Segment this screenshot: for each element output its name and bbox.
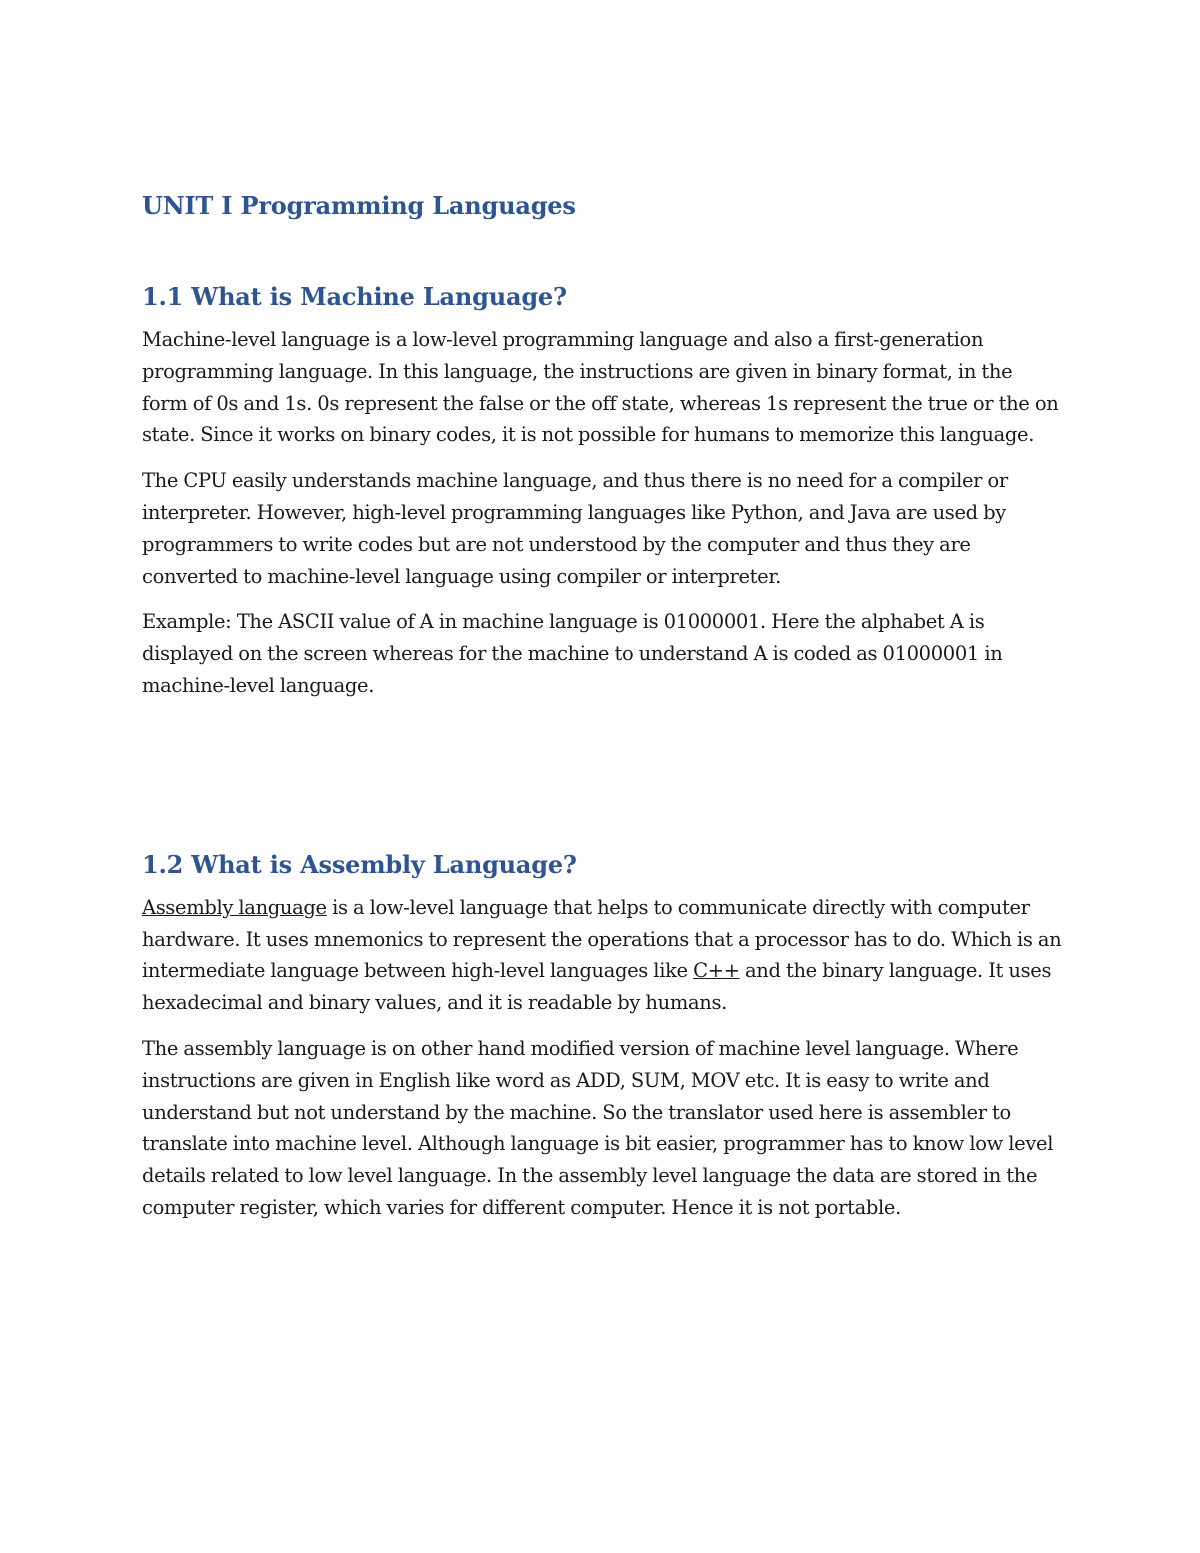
section-heading-assembly-language: 1.2 What is Assembly Language? xyxy=(142,849,577,879)
document-body xyxy=(142,188,1062,1238)
unit-title: UNIT I Programming Languages xyxy=(142,191,576,220)
section-heading-machine-language: 1.1 What is Machine Language? xyxy=(142,282,567,311)
paragraph-machine-language-cpu: The CPU easily understands machine language, and thus there is no need for a compiler or interpreter. However, high-level programming languages like Python, and Java are used by programmers to write codes but are not understood by the computer and thus they are converted to machine-level language using compiler or interpreter. xyxy=(142,469,1008,588)
paragraph-machine-language-example: Example: The ASCII value of A in machine language is 01000001. Here the alphabet A is displayed on the screen whereas for the machine to understand A is coded as 01000001 in machine-level language. xyxy=(142,610,1003,697)
paragraph-machine-language-definition: Machine-level language is a low-level programming language and also a first-generation programming language. In this language, the instructions are given in binary format, in the form of 0s and 1s. 0s represent the false or the off state, whereas 1s represent the true or the on state. Since it works on binary codes, it is not possible for humans to memorize this language. xyxy=(142,328,1059,447)
paragraph-assembly-language-definition xyxy=(142,892,1062,1019)
link-assembly-language[interactable]: Assembly language xyxy=(142,895,327,919)
paragraph-assembly-language-details: The assembly language is on other hand modified version of machine level language. Where instructions are given in English like word as ADD, SUM, MOV etc. It is easy to write and understand but not understand by the machine. So the translator used here is assembler to translate into machine level. Although language is bit easier, programmer has to know low level details related to low level language. In the assembly level language the data are stored in the computer register, which varies for different computer. Hence it is not portable. xyxy=(142,1036,1054,1219)
paragraph-text: and the binary language. It uses hexadecimal and binary values, and it is readable by humans. xyxy=(142,959,1052,1015)
paragraph-text: is a low-level language that helps to communicate directly with computer hardware. It uses mnemonics to represent the operations that a processor has to do. Which is an intermediate language between high-level languages like xyxy=(142,895,1062,983)
link-cpp[interactable]: C++ xyxy=(693,959,740,983)
section-spacer xyxy=(142,716,1062,848)
